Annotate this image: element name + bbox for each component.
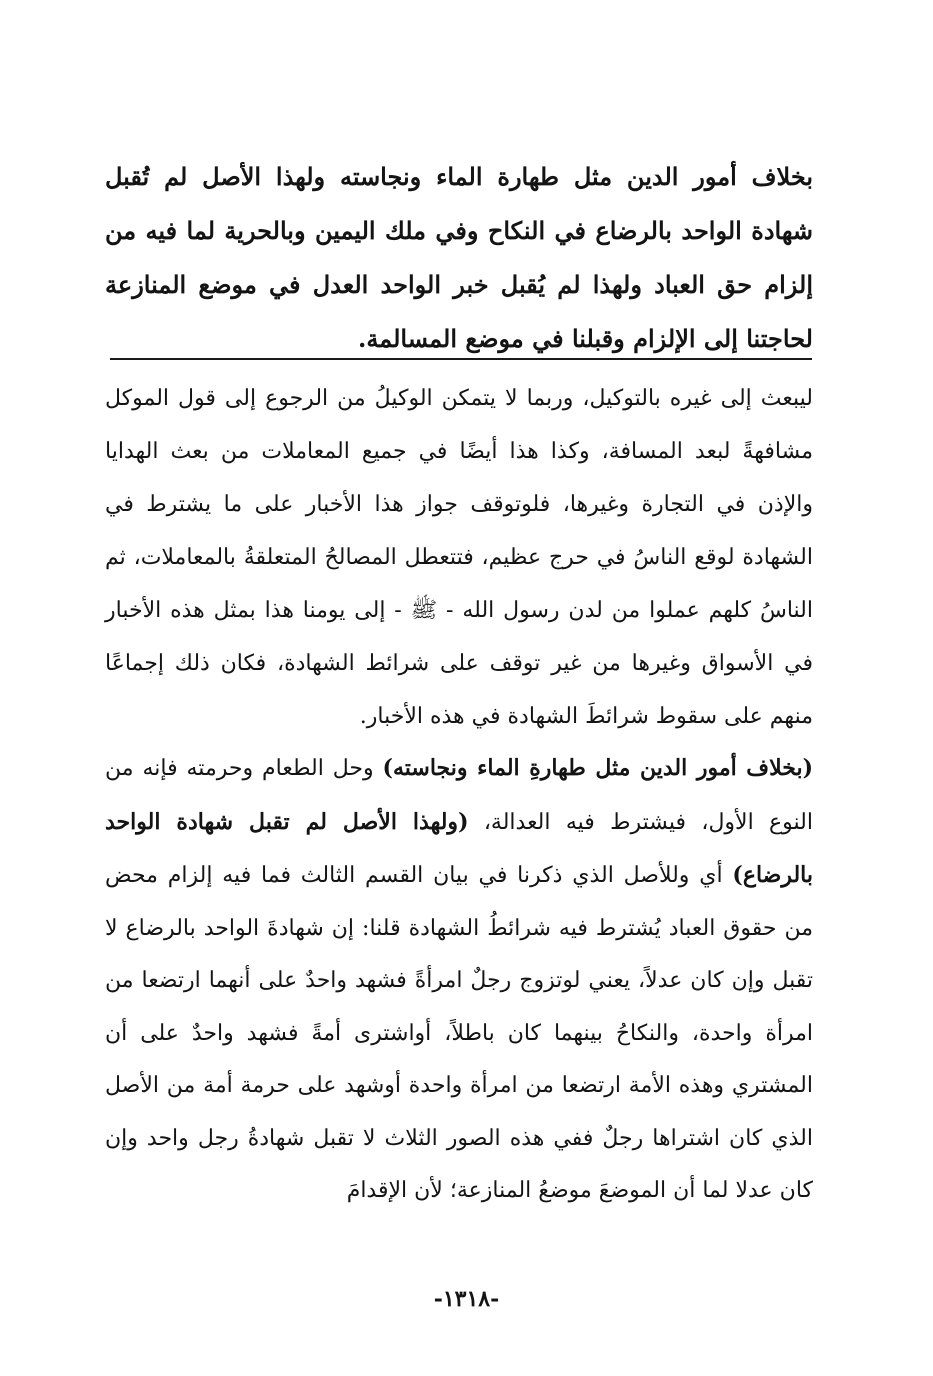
quoted-matn-phrase: ولهذا الأصل لم تقبل شهادة الواحد بالرضاع: [105, 808, 813, 888]
sharh-continued-paragraph: ليبعث إلى غيره بالتوكيل، وربما لا يتمكن الوكيلُ من الرجوع إلى قول الموكل مشافهةً لبعد المسافة، وكذا هذا أيضًا في جميع المعاملات من بعث الهدايا والإذن في التجارة وغيرها، فلوتوقف جواز هذا الأخبار على ما يشترط في الشهادة لوقع الناسُ في حرج عظيم، فتتعطل المصالحُ المتعلقةُ بالمعاملات، ثم الناسُ كلهم عملوا من لدن رسول الله - ﷺ - إلى يومنا هذا بمثل هذه الأخبار في الأسواق وغيرها من غير توقف على شرائط الشهادة، فكان ذلك إجماعًا منهم على سقوط شرائطَ الشهادة في هذه الأخبار.: [105, 386, 814, 729]
matn-paragraph: بخلاف أمور الدين مثل طهارة الماء ونجاسته ولهذا الأصل لم تُقبل شهادة الواحد بالرضاع في النكاح وفي ملك اليمين وبالحرية لما فيه من إلزام حق العباد ولهذا لم يُقبل خبر الواحد العدل في موضع المنازعة لحاجتنا إلى الإلزام وقبلنا في موضع المسالمة.: [105, 162, 813, 353]
commentary-text: أي وللأصل الذي ذكرنا في بيان القسم الثالث فما فيه إلزام محض من حقوق العباد يُشترط فيه شرائطُ الشهادة قلنا: إن شهادةَ الواحد بالرضاع لا تقبل وإن كان عدلاً، يعني لوتزوج رجلٌ امرأةً فشهد واحدٌ على أنهما ارتضعا من امرأة واحدة، والنكاحُ بينهما كان باطلاً، أواشترى أمةً فشهد واحدٌ على أن المشتري وهذه الأمة ارتضعا من امرأة واحدة أوشهد على حرمة أمة من الأصل الذي كان اشتراها رجلٌ ففي هذه الصور الثلاث لا تقبل شهادةُ رجل واحد وإن كان عدلا لما أن الموضعَ موضعُ المنازعة؛ لأن الإقدامَ: [105, 863, 813, 1203]
close-parenthesis: ): [382, 755, 393, 781]
sharh-commentary-block: [105, 742, 813, 1218]
close-parenthesis: ): [732, 862, 743, 888]
sharh-continued-block: [105, 372, 813, 743]
sharh-commentary-paragraph: [105, 742, 813, 1218]
commentary-text: وحل الطعام وحرمته فإنه من النوع الأول، فيشترط فيه العدالة،: [105, 756, 813, 835]
quoted-matn-phrase: بخلاف أمور الدين مثل طهارةِ الماء ونجاسته: [392, 755, 803, 781]
open-parenthesis: (: [802, 755, 813, 781]
matn-text-block: [105, 150, 813, 366]
footnote-separator-line: [110, 358, 812, 360]
open-parenthesis: (: [458, 808, 469, 835]
page-number: -١٣١٨-: [433, 1286, 500, 1312]
